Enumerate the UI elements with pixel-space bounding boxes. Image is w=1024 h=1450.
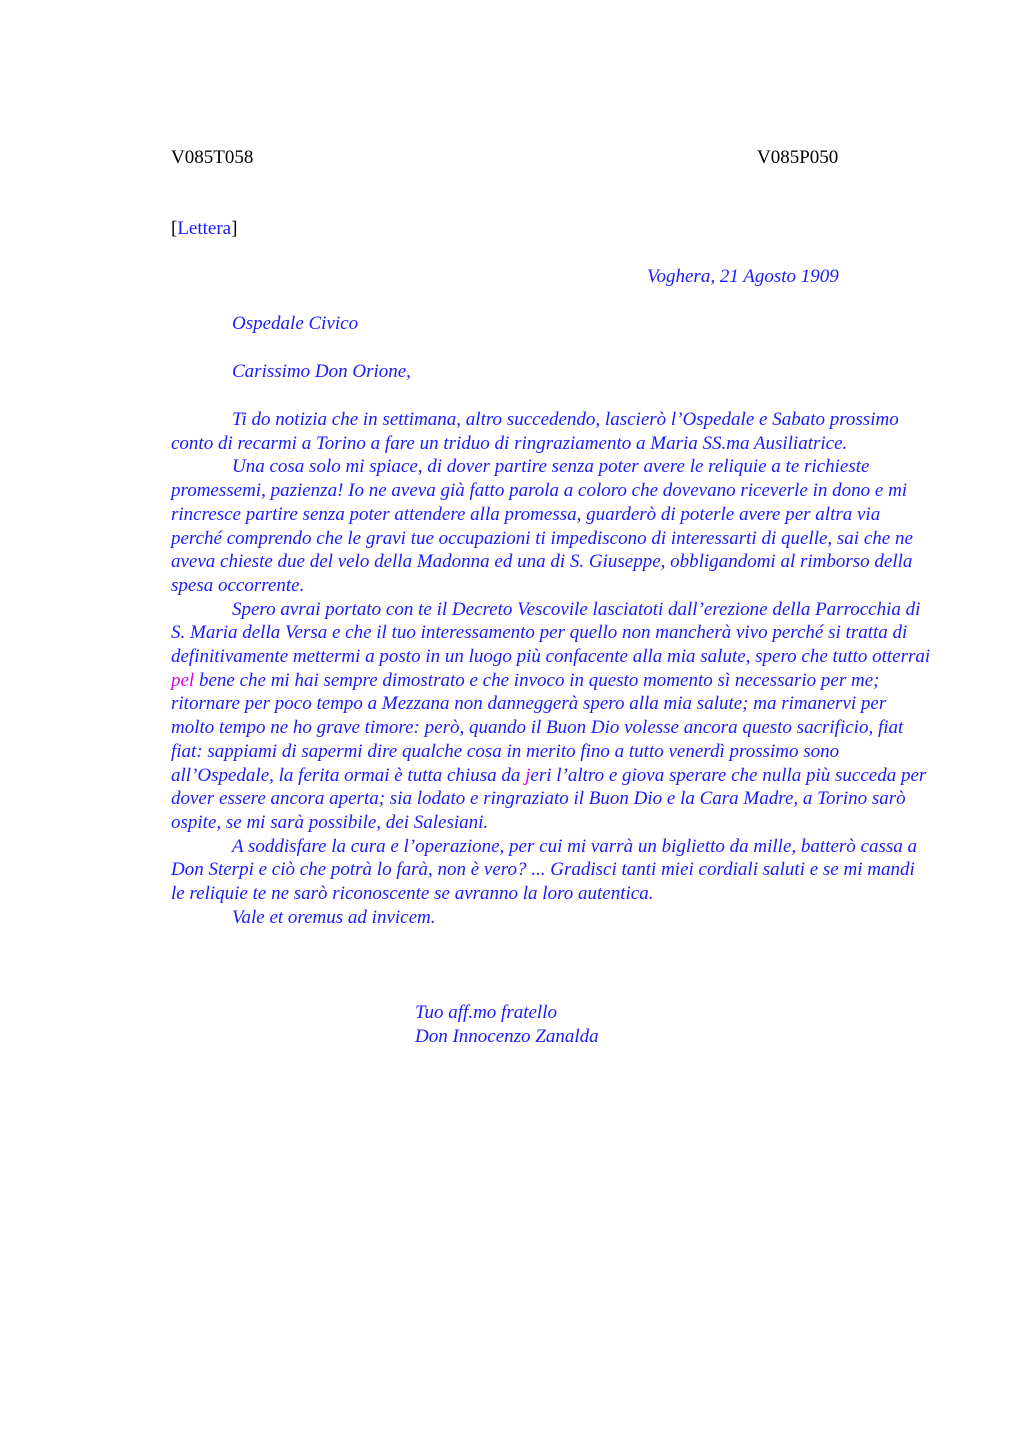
letter-body — [171, 408, 931, 929]
letter-signature: Don Innocenzo Zanalda — [415, 1026, 599, 1047]
paragraph-5: Vale et oremus ad invicem. — [232, 906, 436, 928]
document-code-left: V085T058 — [171, 147, 254, 168]
highlighted-letter-j: j — [525, 764, 531, 786]
paragraph-4: A soddisfare la cura e l’operazione, per cui mi varrà un biglietto da mille, batterò cassa a Don Sterpi e ciò che potrà lo farà, non è vero? ... Gradisci tanti miei cordiali saluti e se mi mandi le reliquie te ne sarò riconoscente se avranno la loro autentica. — [171, 835, 917, 905]
paragraph-1: Ti do notizia che in settimana, altro succedendo, lascierò l’Ospedale e Sabato prossimo conto di recarmi a Torino a fare un triduo di ringraziamento a Maria SS.ma Ausiliatrice. — [171, 409, 899, 454]
document-type — [171, 218, 237, 240]
paragraph-2: Una cosa solo mi spiace, di dover partire senza poter avere le reliquie a te richieste promessemi, pazienza! Io ne aveva già fatto parola a coloro che dovevano riceverle in dono e mi rincresce partire senza poter attendere alla promessa, guarderò di poterle avere per altra via perché comprendo che le gravi tue occupazioni ti impediscono di interessarti di quelle, sai che ne aveva chieste due del velo della Madonna ed una di S. Giuseppe, obbligandomi al rimborso della spesa occorrente. — [171, 456, 913, 596]
paragraph-3-part-a: Spero avrai portato con te il Decreto Vescovile lasciatoti dall’erezione della Parrocchia di S. Maria della Versa e che il tuo interessamento per quello non mancherà vivo perché si tratta di definitivamente mettermi a posto in un luogo più confacente alla mia salute, spero che tutto otterrai — [171, 598, 931, 668]
document-type-label: Lettera — [177, 218, 232, 239]
letter-salutation: Carissimo Don Orione, — [232, 361, 411, 382]
paragraph-3 — [171, 598, 931, 835]
letter-closing: Tuo aff.mo fratello — [415, 1002, 557, 1023]
document-code-right: V085P050 — [757, 147, 839, 168]
highlighted-word-pel: pel — [171, 669, 195, 691]
paragraph-3-part-b: bene che mi hai sempre dimostrato e che invoco in questo momento sì necessario per me; ritornare per poco tempo a Mezzana non danneggerà spero alla mia salute; ma rimanervi per molto tempo ne ho grave timore: però, quando il Buon Dio volesse ancora questo sacrificio, fiat fiat: sappiami di sapermi dire qualche cosa in merito fino a tutto venerdì prossimo sono all’Ospedale, la ferita ormai è tutta chiusa da — [171, 669, 904, 786]
letter-date: Voghera, 21 Agosto 1909 — [647, 266, 839, 287]
paragraph-3-part-c: eri l’altro e giova sperare che nulla più succeda per dover essere ancora aperta; sia lodato e ringraziato il Buon Dio e la Cara Madre, a Torino sarò ospite, se mi sarà possibile, dei Salesiani. — [171, 764, 927, 833]
bracket-open: [ — [171, 218, 178, 239]
letter-place: Ospedale Civico — [232, 313, 359, 334]
bracket-close: ] — [231, 218, 238, 239]
